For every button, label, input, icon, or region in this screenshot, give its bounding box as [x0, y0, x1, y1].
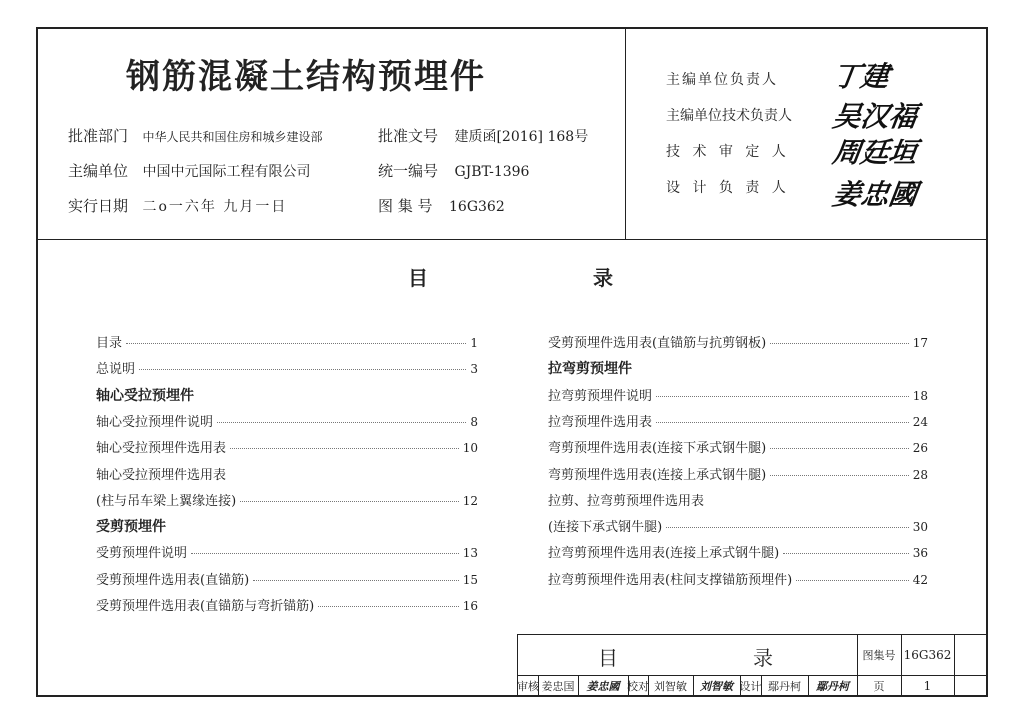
- unified-no: [378, 160, 529, 181]
- check-name: 刘智敏: [654, 679, 687, 693]
- review-name: 姜忠国: [541, 679, 575, 693]
- atlas-number-value: 16G362: [449, 199, 505, 215]
- review-signature: 姜忠國: [586, 679, 620, 693]
- toc-entry[interactable]: [96, 490, 478, 509]
- toc-leader-dots: [217, 422, 466, 423]
- toc-entry-page: 15: [462, 572, 478, 587]
- toc-entry-page: 36: [912, 546, 928, 561]
- page-value: 1: [923, 678, 932, 693]
- role-tech-review: 技 术 审 定 人: [666, 144, 790, 160]
- approval-dept: [68, 125, 322, 146]
- effective-date: [68, 195, 287, 216]
- atlas-number: [378, 195, 505, 216]
- atlas-number-label: 图 集 号: [378, 197, 433, 215]
- toc-heading-left: 目: [408, 266, 428, 290]
- toc-entry-title: 拉弯剪预埋件选用表(连接上承式钢牛腿): [548, 546, 780, 562]
- toc-entry-title: (柱与吊车梁上翼缘连接): [96, 493, 237, 509]
- approval-doc-value: 建质函[2016] 168号: [454, 129, 589, 145]
- approval-dept-label: 批准部门: [68, 127, 129, 145]
- effective-date-label: 实行日期: [68, 197, 129, 215]
- toc-entry-page: 18: [912, 388, 928, 403]
- design-label: 设计: [739, 679, 762, 693]
- title-block-atlas-label: 图集号: [862, 649, 896, 662]
- toc-entry[interactable]: [96, 411, 478, 430]
- role-chief-unit: 主编单位负责人: [666, 72, 778, 88]
- toc-entry[interactable]: [548, 464, 928, 483]
- toc-entry-page: 10: [462, 441, 478, 456]
- toc-entry[interactable]: [548, 332, 928, 351]
- title-block: [517, 634, 988, 697]
- title-block-atlas-value: 16G362: [903, 648, 952, 662]
- toc-entry[interactable]: [548, 385, 928, 404]
- toc-entry-page: 17: [912, 336, 928, 350]
- toc-section-heading: 拉弯剪预埋件: [548, 361, 632, 378]
- signature-chief-unit: 丁建: [830, 60, 892, 93]
- toc-entry[interactable]: [548, 437, 928, 456]
- toc-entry-page: 28: [912, 467, 928, 482]
- header-divider: [38, 239, 986, 240]
- toc-leader-dots: [666, 527, 909, 528]
- toc-entry-title: 拉弯预埋件选用表: [548, 414, 653, 430]
- toc-entry[interactable]: [96, 595, 478, 614]
- toc-leader-dots: [230, 448, 459, 449]
- toc-entry-title: 拉弯剪预埋件说明: [548, 388, 653, 404]
- toc-entry[interactable]: [96, 358, 478, 377]
- toc-entry-title: 受剪预埋件选用表(直锚筋与弯折锚筋): [96, 599, 315, 614]
- toc-entry-page: 30: [912, 520, 928, 535]
- effective-date-value: 二o一六年 九月一日: [142, 199, 288, 215]
- toc-entry[interactable]: [96, 437, 478, 456]
- toc-entry[interactable]: [548, 569, 928, 588]
- unified-no-value: GJBT-1396: [454, 164, 530, 180]
- check-label: 校对: [627, 679, 649, 693]
- editor-unit-value: 中国中元国际工程有限公司: [142, 164, 311, 180]
- toc-entry-title: 拉剪、拉弯剪预埋件选用表: [548, 493, 705, 509]
- toc-entry-page: 26: [912, 441, 928, 456]
- design-signature: 鄢丹柯: [816, 679, 849, 693]
- check-signature: 刘智敏: [700, 679, 733, 693]
- review-label: 审核: [517, 679, 539, 693]
- toc-leader-dots: [656, 396, 909, 397]
- toc-entry[interactable]: [96, 464, 226, 483]
- toc-entry[interactable]: [96, 542, 478, 561]
- signature-design-lead: 姜忠國: [830, 178, 920, 211]
- toc-leader-dots: [318, 606, 459, 607]
- toc-leader-dots: [656, 422, 909, 423]
- toc-entry-page: 16: [462, 599, 478, 613]
- title-block-name-left: 目: [598, 645, 618, 670]
- editor-unit: [68, 160, 310, 181]
- signature-tech-review: 周廷垣: [830, 136, 920, 169]
- toc-entry[interactable]: [548, 516, 928, 535]
- unified-no-label: 统一编号: [378, 162, 439, 180]
- toc-heading-right: 录: [593, 266, 613, 290]
- toc-leader-dots: [126, 343, 466, 344]
- role-design-lead: 设 计 负 责 人: [666, 180, 790, 196]
- toc-entry-title: (连接下承式钢牛腿): [548, 520, 663, 536]
- toc-entry-title: 受剪预埋件选用表(直锚筋与抗剪钢板): [548, 336, 767, 351]
- toc-entry-title: 受剪预埋件说明: [96, 546, 188, 562]
- toc-entry[interactable]: [548, 490, 704, 509]
- toc-entry-page: 1: [470, 336, 478, 350]
- atlas-title: 钢筋混凝土结构预埋件: [126, 57, 486, 97]
- toc-leader-dots: [770, 448, 909, 449]
- toc-section-heading: 受剪预埋件: [96, 519, 166, 536]
- toc-leader-dots: [796, 580, 909, 581]
- toc-leader-dots: [191, 553, 459, 554]
- toc-entry-title: 弯剪预埋件选用表(连接下承式钢牛腿): [548, 441, 767, 457]
- approval-doc-label: 批准文号: [378, 127, 439, 145]
- toc-entry[interactable]: [96, 332, 478, 351]
- toc-leader-dots: [240, 501, 459, 502]
- toc-entry-page: 3: [470, 362, 478, 377]
- toc-leader-dots: [139, 369, 466, 370]
- toc-section-heading: 轴心受拉预埋件: [96, 387, 194, 404]
- toc-entry-page: 24: [912, 414, 928, 429]
- toc-entry[interactable]: [96, 569, 478, 588]
- toc-entry-title: 弯剪预埋件选用表(连接上承式钢牛腿): [548, 467, 767, 483]
- toc-entry-title: 受剪预埋件选用表(直锚筋): [96, 572, 250, 588]
- approval-doc: [378, 125, 588, 146]
- toc-entry-page: 13: [462, 546, 478, 561]
- page-label: 页: [873, 679, 885, 693]
- toc-leader-dots: [770, 475, 909, 476]
- toc-entry[interactable]: [548, 542, 928, 561]
- toc-entry-page: 42: [912, 572, 928, 587]
- toc-entry-title: 拉弯剪预埋件选用表(柱间支撑锚筋预埋件): [548, 572, 793, 588]
- toc-entry-page: 8: [470, 414, 478, 429]
- role-chief-tech: 主编单位技术负责人: [666, 108, 792, 124]
- editor-unit-label: 主编单位: [68, 162, 129, 180]
- toc-entry-title: 轴心受拉预埋件选用表: [96, 441, 227, 457]
- toc-entry-title: 目录: [96, 336, 123, 351]
- signature-chief-tech: 吴汉福: [830, 100, 920, 133]
- toc-entry-page: 12: [462, 493, 478, 508]
- toc-entry[interactable]: [548, 411, 928, 430]
- toc-entry-title: 总说明: [96, 362, 136, 378]
- toc-entry-title: 轴心受拉预埋件选用表: [96, 467, 227, 483]
- toc-leader-dots: [253, 580, 459, 581]
- toc-leader-dots: [783, 553, 909, 554]
- toc-entry-title: 轴心受拉预埋件说明: [96, 414, 214, 430]
- header-vertical-divider: [625, 29, 626, 239]
- title-block-name-right: 录: [753, 645, 773, 670]
- toc-leader-dots: [770, 343, 909, 344]
- design-name: 鄢丹柯: [768, 679, 801, 693]
- approval-dept-value: 中华人民共和国住房和城乡建设部: [142, 130, 323, 144]
